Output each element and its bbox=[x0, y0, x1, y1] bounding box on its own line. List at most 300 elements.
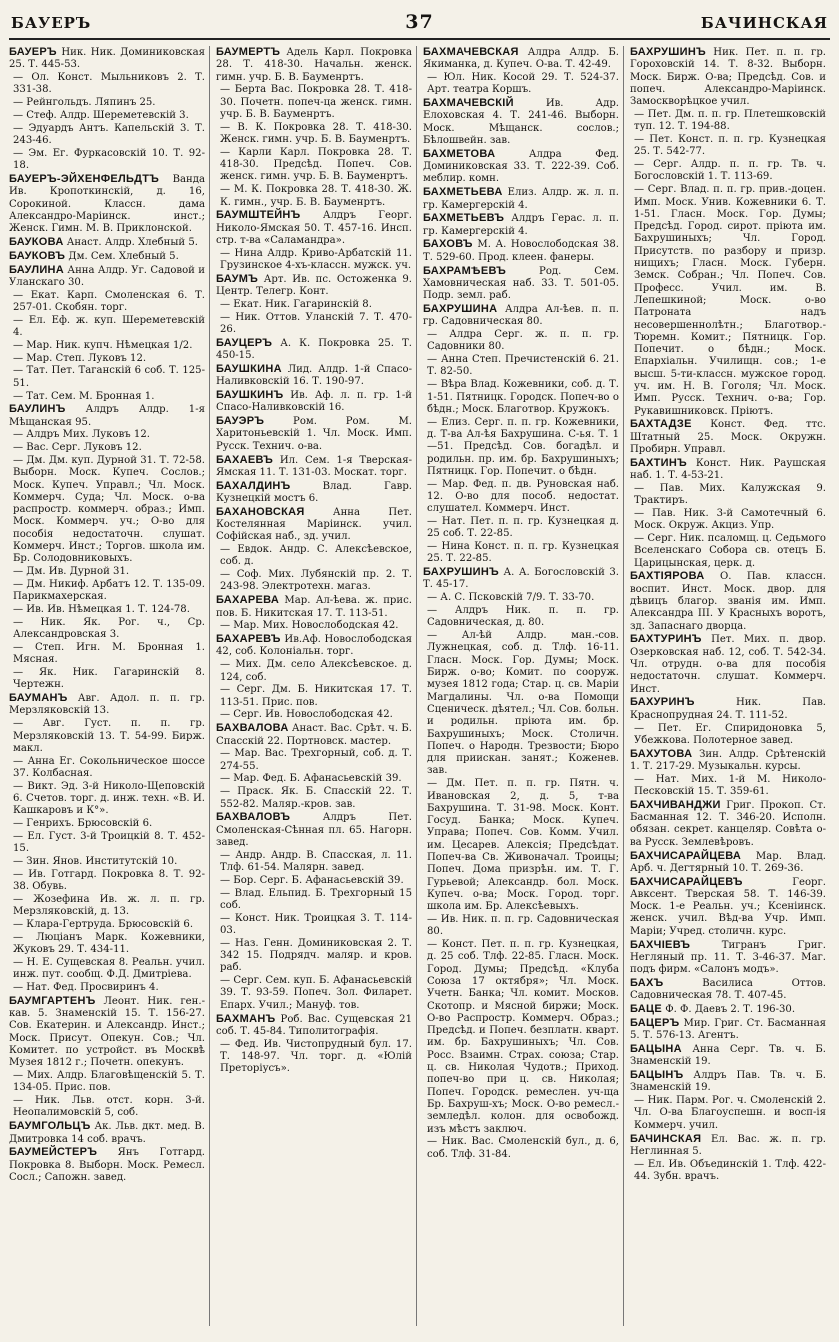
entry-text: — Влад. Ельпид. Б. Трехгорный 15 соб. bbox=[220, 887, 412, 911]
entry-surname: БАУЛИНА bbox=[9, 263, 65, 276]
entry-surname: БАХРУШИНЪ bbox=[630, 46, 706, 58]
entry-text: — Алдра Серг. ж. п. п. гр. Садовники 80. bbox=[427, 329, 619, 353]
entry-text: — Нина Конст. п. п. гр. Кузнецкая 25. Т. 22-85. bbox=[427, 541, 619, 565]
entry-surname: БАУЭРЪ bbox=[216, 415, 265, 428]
entry-surname: БАУШКИНА bbox=[216, 362, 282, 375]
directory-entry bbox=[423, 265, 619, 303]
header-last-entry: БАЧИНСКАЯ bbox=[700, 14, 828, 32]
directory-entry bbox=[216, 544, 412, 569]
entry-text: — Ник. Льв. отст. корн. 3-й. Неопалимовскій 5, соб. bbox=[13, 1095, 205, 1119]
entry-text: — В. К. Покровка 28. Т. 418-30. Женск. гимн. учр. Б. В. Бауменртъ. bbox=[220, 121, 412, 146]
directory-entry bbox=[630, 1159, 826, 1184]
entry-text: Алдра Алдр. Б. Якиманка, д. Купеч. О-ва. Т. 42-49. bbox=[423, 47, 619, 71]
entry-text: Тигранъ Григ. Негляный пр. 11. Т. 3-46-37. Маг. подъ фирм. «Салонъ модъ». bbox=[630, 939, 826, 976]
directory-entry bbox=[423, 778, 619, 913]
directory-entry bbox=[423, 592, 619, 604]
entry-text: Алдръ Пет. Смоленская-Сѣнная пл. 65. Нагорн. завед. bbox=[216, 812, 412, 848]
entry-surname: БАУКОВА bbox=[9, 235, 64, 248]
entry-text: Ел. Вас. ж. п. гр. Неглинная 5. bbox=[630, 1133, 826, 1157]
entry-text: Ник. Пав. Краснопрудная 24. Т. 111-52. bbox=[630, 697, 826, 721]
directory-entry bbox=[216, 337, 412, 363]
directory-entry bbox=[216, 84, 412, 121]
entry-surname: БАХЧИСАРАЙЦЕВЪ bbox=[630, 875, 743, 888]
entry-text: — Авг. Густ. п. п. гр. Мерзляковскій 13. Т. 54-99. Бирж. макл. bbox=[13, 718, 205, 754]
entry-text: М. А. Новослободская 38. Т. 529-60. Прод. клеен. фанеры. bbox=[423, 239, 619, 263]
directory-entry bbox=[630, 876, 826, 938]
entry-text: — Степ. Игн. М. Бронная 1. Мясная. bbox=[13, 641, 205, 666]
directory-entry bbox=[9, 429, 205, 441]
directory-entry bbox=[423, 329, 619, 354]
entry-text: — Ив. Ник. п. п. гр. Садовническая 80. bbox=[427, 913, 619, 938]
entry-surname: БАЦЕ bbox=[630, 1003, 663, 1016]
entry-text: Алдра Ал-ѣев. п. п. гр. Садовническая 80. bbox=[423, 303, 619, 328]
directory-entry bbox=[9, 756, 205, 781]
entry-text: — Клара-Гертруда. Брюсовскій 6. bbox=[13, 918, 194, 930]
entry-surname: БАХЧІЕВЪ bbox=[630, 938, 691, 951]
directory-entry bbox=[216, 312, 412, 337]
directory-entry bbox=[9, 831, 205, 856]
directory-entry bbox=[423, 914, 619, 939]
directory-entry bbox=[9, 856, 205, 868]
entry-surname: БАХМЕТЬЕВА bbox=[423, 186, 503, 199]
directory-entry bbox=[630, 696, 826, 722]
directory-entry bbox=[9, 667, 205, 692]
entry-surname: БАУШКИНЪ bbox=[216, 389, 284, 402]
entry-surname: БАХРАМѢЕВЪ bbox=[423, 264, 507, 277]
entry-text: Род. Сем. Хамовническая наб. 33. Т. 501-05. Подр. земл. раб. bbox=[423, 265, 619, 302]
entry-text: Адель Карл. Покровка 28. Т. 418-30. Начальн. женск. гимн. учр. Б. В. Бауменртъ. bbox=[216, 47, 412, 83]
directory-entry bbox=[630, 533, 826, 570]
directory-entry bbox=[9, 173, 205, 235]
entry-text: — Юл. Ник. Косой 29. Т. 524-37. Арт. театра Коршъ. bbox=[427, 72, 619, 96]
entry-text: — Жозефина Ив. ж. л. п. гр. Мерзляковскій, д. 13. bbox=[13, 893, 205, 918]
entry-surname: БАХАРЕВА bbox=[216, 594, 280, 607]
directory-entry bbox=[9, 97, 205, 109]
entry-text: — Ив. Ив. Нѣмецкая 1. Т. 124-78. bbox=[13, 604, 190, 616]
entry-surname: БАУКОВЪ bbox=[9, 249, 66, 262]
entry-text: — Мар. Фед. Б. Афанасьевскій 39. bbox=[220, 773, 402, 785]
directory-entry bbox=[9, 604, 205, 616]
directory-entry bbox=[423, 566, 619, 592]
entry-text: — Серг. Ник. псаломщ. ц. Седьмого Вселенскаго Собора св. отецъ Б. Царицынская, церк. д. bbox=[634, 533, 826, 569]
directory-entry bbox=[423, 354, 619, 379]
entry-surname: БАХТАДЗЕ bbox=[630, 418, 692, 431]
entry-surname: БАУМЪ bbox=[216, 272, 259, 285]
directory-entry bbox=[9, 264, 205, 290]
directory-entry bbox=[216, 299, 412, 311]
entry-text: — Тат. Сем. М. Бронная 1. bbox=[13, 390, 155, 402]
entry-surname: БАХУРИНЪ bbox=[630, 696, 695, 709]
entry-text: — Пет. Конст. п. п. гр. Кузнецкая 25. Т. 542-77. bbox=[634, 134, 826, 158]
entry-text: Анна Серг. Тв. ч. Б. Знаменскій 19. bbox=[630, 1043, 826, 1068]
entry-text: — Дм. Ив. Дурной 31. bbox=[13, 566, 130, 578]
entry-surname: БАХЧИСАРАЙЦЕВА bbox=[630, 849, 742, 862]
entry-text: — Як. Ник. Гагаринскій 8. Чертежн. bbox=[13, 667, 205, 691]
directory-entry bbox=[630, 159, 826, 184]
column-4 bbox=[630, 46, 830, 1326]
directory-entry bbox=[630, 939, 826, 977]
directory-entry bbox=[9, 1120, 205, 1146]
entry-text: Влад. Гавр. Кузнецкій мостъ 6. bbox=[216, 480, 412, 504]
entry-surname: БАХМАНЪ bbox=[216, 1012, 276, 1025]
entry-text: — Эм. Ег. Фуркасовскій 10. Т. 92-18. bbox=[13, 147, 205, 172]
entry-text: — Зин. Янов. Институтскій 10. bbox=[13, 856, 178, 867]
directory-entry bbox=[9, 455, 205, 566]
directory-entry bbox=[9, 353, 205, 365]
entry-surname: БАХАЛДИНЪ bbox=[216, 479, 291, 492]
directory-entry bbox=[9, 72, 205, 97]
directory-entry bbox=[9, 315, 205, 340]
entry-text: — Ел. Ив. Объединскій 1. Тлф. 422-44. Зубн. врачъ. bbox=[634, 1158, 826, 1182]
directory-entry bbox=[423, 516, 619, 541]
entry-text: Ник. Ник. Доминиковская 25. Т. 445-53. bbox=[9, 47, 205, 71]
directory-entry bbox=[216, 594, 412, 620]
entry-text: — Вас. Серг. Луковъ 12. bbox=[13, 442, 142, 454]
entry-text: — Ал-ѣй Алдр. ман.-сов. Лужнецкая, соб. д. Тлф. 16-11. Гласн. Моск. Гор. Думы; Моск. Бирж. о-во; Комит. по сооруж. музея 1812 года; Стар. ц. св. Маріи Магдалины. Чл. о-ва Помощи Сценическ. дѣятел.; Чл. Сов. больн. и родильн. пріюта им. бр. Бахрушиныхъ; Моск. Столичн. Попеч. о Народн. Трезвости; Бюро для приискан. занят.; Коженев. зав. bbox=[427, 630, 619, 777]
entry-text: — Алдръ Мих. Луковъ 12. bbox=[13, 429, 150, 441]
entry-text: — Мих. Дм. село Алексѣевское. д. 124, соб. bbox=[220, 659, 412, 683]
entry-text: — Ник. Оттов. Уланскій 7. Т. 470-26. bbox=[220, 311, 412, 336]
entry-surname: БАХМАЧЕВСКІЙ bbox=[423, 97, 514, 110]
entry-text: — Дм. Пет. п. п. гр. Пятн. ч. Ивановская 2, д. 5, т-ва Бахрушина. Т. 31-98. Моск. Конт. Госуд. Банка; Моск. Купеч. Управа; Попеч. Сов. Комм. Учил. им. Цесарев. Алексія; Предсѣдат. Попеч-ва Св. Живоначал. Троицы; Попеч. Дома призрѣн. им. Т. Г. Гурьевой; Александр. бол. Моск. Купеч. о-ва; Моск. Город. торг. школа им. Бр. Алексѣевыхъ. bbox=[427, 778, 619, 913]
entry-surname: БАХАНОВСКАЯ bbox=[216, 505, 305, 518]
entry-text: — Эдуардъ Антъ. Капельскій 3. Т. 243-46. bbox=[13, 122, 205, 147]
entry-text: — Нат. Мих. 1-й М. Николо-Песковскій 15. Т. 359-61. bbox=[634, 773, 826, 798]
entry-text: — Вѣра Влад. Кожевники, соб. д. Т. 1-51. Пятницк. Городск. Попеч-во о бѣдн.; Моск. Благотвор. Кружокъ. bbox=[427, 379, 619, 415]
entry-surname: БАХЧИВАНДЖИ bbox=[630, 798, 721, 811]
directory-entry bbox=[9, 617, 205, 642]
directory-entry bbox=[630, 570, 826, 632]
directory-entry bbox=[216, 773, 412, 785]
column-2 bbox=[216, 46, 417, 1326]
entry-text: — Праск. Як. Б. Спасскій 22. Т. 552-82. Маляр.-кров. зав. bbox=[220, 786, 412, 810]
directory-entry bbox=[423, 939, 619, 1136]
directory-entry bbox=[423, 1136, 619, 1161]
directory-entry bbox=[9, 718, 205, 755]
entry-text: — Мар. Степ. Луковъ 12. bbox=[13, 352, 147, 364]
entry-text: Анаст. Алдр. Хлебный 5. bbox=[63, 236, 198, 248]
entry-text: — Екат. Карп. Смоленская 6. Т. 257-01. Скобян. торг. bbox=[13, 289, 205, 313]
entry-text: — Ол. Конст. Мыльниковъ 2. Т. 331-38. bbox=[13, 72, 205, 96]
directory-entry bbox=[9, 692, 205, 718]
entry-text: Алдра Фед. Доминиковская 33. Т. 222-39. Соб. меблир. комн. bbox=[423, 148, 619, 185]
entry-text: — Дм. Никиф. Арбатъ 12. Т. 135-09. Парикмахерская. bbox=[13, 578, 205, 603]
directory-entry bbox=[630, 483, 826, 508]
entry-surname: БАУМЕЙСТЕРЪ bbox=[9, 1146, 98, 1159]
directory-entry bbox=[630, 1017, 826, 1043]
entry-text: — Серг. Влад. п. п. гр. прив.-доцен. Имп. Моск. Унив. Кожевники 6. Т. 1-51. Гласн. Моск. Гор. Думы; Предсѣд. Город. сирот. пріюта им. Бахрушиныхъ; Чл. Город. Присутств. по разбору и призр. нищихъ; Гласн. Моск. Губерн. Земск. Собран.; Чл. Попеч. Сов. Професс. Учил. им. В. Лепешкиной; Моск. о-во Патроната надъ несовершеннолѣтн.; Благотвор.-Тюремн. Комит.; Пятницк. Гор. Попечит. о бѣдн.; Моск. Епархіальн. Училищн. сов.; 1-е высш. 5-ти-классн. мужское город. уч. им. Н. В. Гоголя; Чл. Моск. Имп. Русск. Технич. о-ва; Гор. Рукавишниковск. Пріютъ. bbox=[634, 184, 826, 417]
entry-surname: БАХРУШИНА bbox=[423, 302, 498, 315]
entry-text: Георг. Авксент. Тверская 58. Т. 146-39. Моск. 1-е Реальн. уч.; Ксеніинск. женск. учил. Вѣд-ва Учр. Имп. Маріи; Учред. столичн. курс. bbox=[630, 876, 826, 937]
entry-text: — Конст. Ник. Троицкая 3. Т. 114-03. bbox=[220, 912, 412, 936]
entry-text: Ив. Аф. л. п. гр. 1-й Спасо-Наливковскій 16. bbox=[216, 390, 412, 414]
directory-entry bbox=[216, 363, 412, 389]
entry-surname: БАХАЕВЪ bbox=[216, 453, 274, 466]
directory-entry bbox=[216, 975, 412, 1012]
directory-entry bbox=[9, 781, 205, 818]
entry-text: — Стеф. Алдр. Шереметевскій 3. bbox=[13, 109, 189, 121]
entry-surname: БАЦЕРЪ bbox=[630, 1016, 680, 1029]
directory-entry bbox=[9, 365, 205, 390]
directory-entry bbox=[423, 238, 619, 264]
directory-entry bbox=[423, 541, 619, 566]
directory-entry bbox=[630, 1043, 826, 1069]
entry-text: — Мих. Алдр. Благовѣщенскій 5. Т. 134-05. Прис. пов. bbox=[13, 1070, 205, 1094]
entry-text: Анаст. Вас. Срѣт. ч. Б. Спасскій 22. Портновск. мастер. bbox=[216, 723, 412, 747]
entry-text: Ив. Адр. Елоховская 4. Т. 241-46. Выборн. Моск. Мѣщанск. сослов.; Бѣлошвейн. зав. bbox=[423, 98, 619, 147]
entry-text: А. К. Покровка 25. Т. 450-15. bbox=[216, 337, 412, 362]
entry-text: — Серг. Алдр. п. п. гр. Тв. ч. Богословскій 1. Т. 113-69. bbox=[634, 159, 826, 183]
entry-text: — Евдок. Андр. С. Алексѣевское, соб. д. bbox=[220, 544, 412, 568]
entry-text: — Конст. Пет. п. п. гр. Кузнецкая, д. 25 соб. Тлф. 22-85. Гласн. Моск. Город. Думы; Предсѣд. «Клуба Союза 17 октября»; Чл. Моск. Учетн. Банка; Чл. комит. Москов. Скотопр. и Мясной биржи; Моск. О-во Распростр. Коммерч. Образ.; Предсѣд. и Попеч. безплатн. кварт. им. бр. Бахрушиныхъ; Чл. Сов. Росс. Взаимн. Страх. союза; Стар. ц. св. Николая Чудотв.; Приход. попеч-во при ц. св. Николая; Попеч. Городск. ремеслен. уч-ща Бр. Бахруш-хъ; Моск. О-во ремесл.-земледѣл. колон. для освобожд. изъ мѣстъ заключ. bbox=[427, 939, 619, 1135]
directory-entry bbox=[9, 442, 205, 454]
directory-entry bbox=[630, 799, 826, 849]
entry-surname: БАУМГОЛЬЦЪ bbox=[9, 1120, 91, 1133]
entry-surname: БАУЕРЪ-ЭЙХЕНФЕЛЬДТЪ bbox=[9, 172, 160, 185]
entry-text: — Мар. Вас. Трехгорный, соб. д. Т. 274-55. bbox=[220, 748, 412, 772]
entry-surname: БАХЪ bbox=[630, 976, 664, 989]
directory-entry bbox=[216, 273, 412, 299]
directory-entry bbox=[423, 379, 619, 416]
entry-text: — Серг. Сем. куп. Б. Афанасьевскій 39. Т. 93-59. Попеч. Зол. Филарет. Епарх. Учил.; Мануф. тов. bbox=[220, 975, 412, 1011]
entry-surname: БАХМАЧЕВСКАЯ bbox=[423, 46, 519, 58]
directory-entry bbox=[423, 148, 619, 186]
directory-entry bbox=[423, 479, 619, 516]
entry-text: — Екат. Ник. Гагаринскій 8. bbox=[220, 298, 372, 310]
entry-surname: БАУЛИНЪ bbox=[9, 403, 66, 416]
entry-surname: БАХАРЕВЪ bbox=[216, 633, 281, 646]
directory-entry bbox=[216, 46, 412, 84]
entry-text: Ванда Ив. Кропоткинскій, д. 16, Сорокиной. Классн. дама Александро-Маріинск. инст.; Женск. Гимн. М. В. Приклонской. bbox=[9, 173, 205, 235]
entry-text: — Пет. Ег. Спиридоновка 5, Убежкова. Полотерное завед. bbox=[634, 722, 826, 746]
directory-entry bbox=[216, 389, 412, 415]
entry-text: Конст. Ник. Раушская наб. 1. Т. 4-53-21. bbox=[630, 457, 826, 482]
entry-surname: БАУМШТЕЙНЪ bbox=[216, 209, 301, 222]
directory-entry bbox=[630, 977, 826, 1003]
directory-entry bbox=[630, 418, 826, 456]
directory-entry bbox=[630, 184, 826, 418]
directory-entry bbox=[630, 457, 826, 483]
entry-text: — Рейнгольдъ. Ляпинъ 25. bbox=[13, 97, 156, 109]
entry-text: Зин. Алдр. Срѣтенскій 1. Т. 217-29. Музыкальн. курсы. bbox=[630, 748, 826, 772]
directory-entry bbox=[216, 913, 412, 938]
directory-entry bbox=[9, 642, 205, 667]
directory-entry bbox=[9, 566, 205, 578]
entry-text: Роб. Вас. Сущевская 21 соб. Т. 45-84. Типолитографія. bbox=[216, 1013, 412, 1037]
directory-entry bbox=[630, 1069, 826, 1095]
entry-surname: БАХТУРИНЪ bbox=[630, 633, 702, 646]
entry-text: Ак. Льв. дкт. мед. В. Дмитровка 14 соб. врачъ. bbox=[9, 1121, 205, 1145]
entry-text: — Анна Ег. Сокольническое шоссе 37. Колбасная. bbox=[13, 755, 205, 779]
directory-entry bbox=[630, 508, 826, 533]
entry-text: Дм. Сем. Хлебный 5. bbox=[65, 250, 179, 262]
entry-text: Леонт. Ник. ген.-кав. 5. Знаменскій 15. Т. 156-27. Сов. Екатерин. и Александр. Инст.; Моск. Присут. Опекун. Сов.; Чл. Комитет. по устройст. въ Москвѣ Музея 1812 г.; Почетн. опекунъ. bbox=[9, 995, 205, 1069]
entry-text: — Пет. Дм. п. п. гр. Плетешковскій туп. 12. Т. 194-88. bbox=[634, 108, 826, 133]
directory-entry bbox=[9, 932, 205, 957]
entry-surname: БАХОВЪ bbox=[423, 238, 473, 251]
entry-text: Ник. Пет. п. п. гр. Гороховскій 14. Т. 8-32. Выборн. Моск. Бирж. О-ва; Предсѣд. Сов. и попеч. Александро-Маріинск. Замоскворѣцкое учил. bbox=[630, 47, 826, 108]
entry-surname: БАХТІЯРОВА bbox=[630, 570, 705, 583]
directory-entry bbox=[630, 46, 826, 108]
directory-entry bbox=[9, 869, 205, 894]
directory-entry bbox=[630, 1133, 826, 1159]
entry-text: — Ив. Готгард. Покровка 8. Т. 92-38. Обувь. bbox=[13, 868, 205, 893]
entry-text: — Наз. Генн. Доминиковская 2. Т. 342 15. Подрядч. маляр. и кров. раб. bbox=[220, 937, 412, 974]
directory-entry bbox=[423, 72, 619, 97]
entry-text: Григ. Прокоп. Ст. Басманная 12. Т. 346-20. Исполн. обязан. секрет. канцеляр. Совѣта о-ва Русск. Землевѣровъ. bbox=[630, 799, 826, 848]
entry-text: Лид. Алдр. 1-й Спасо-Наливковскій 16. Т. 190-97. bbox=[216, 363, 412, 388]
directory-entry bbox=[9, 340, 205, 352]
directory-entry bbox=[216, 620, 412, 632]
entry-text: — Алдръ Ник. п. п. гр. Садовническая, д. 80. bbox=[427, 605, 619, 629]
directory-entry bbox=[216, 722, 412, 748]
entry-text: А. А. Богословскій 3. Т. 45-17. bbox=[423, 567, 619, 591]
entry-text: — Нат. Пет. п. п. гр. Кузнецкая д. 25 соб. Т. 22-85. bbox=[427, 515, 619, 540]
entry-surname: БАХВАЛОВЪ bbox=[216, 811, 291, 824]
directory-entry bbox=[630, 850, 826, 876]
entry-text: — Берта Вас. Покровка 28. Т. 418-30. Почетн. попеч-ца женск. гимн. учр. Б. В. Бауменртъ. bbox=[220, 84, 412, 120]
directory-entry bbox=[216, 248, 412, 273]
directory-entry bbox=[630, 748, 826, 774]
directory-entry bbox=[216, 786, 412, 811]
entry-text: Василиса Оттов. Садовническая 78. Т. 407-45. bbox=[630, 977, 826, 1002]
entry-text: Мар. Влад. Арб. ч. Дегтярный 10. Т. 269-36. bbox=[630, 850, 826, 874]
directory-entry bbox=[216, 811, 412, 849]
entry-text: — Дм. Дм. куп. Дурной 31. Т. 72-58. Выборн. Моск. Купеч. Сослов.; Моск. Купеч. Управл.; Чл. Моск. Коммерч. Суда; Чл. Моск. о-ва распростр. коммерч. образ.; Имп. Моск. Коммерч. уч.; О-во для пособія недостаточн. слушат. Коммерч. Инст.; Торгов. школа им. Бр. Солодовниковыхъ. bbox=[13, 455, 205, 565]
entry-text: — А. С. Псковскій 7/9. Т. 33-70. bbox=[427, 592, 595, 604]
entry-text: Алдръ Пав. Тв. ч. Б. Знаменскій 19. bbox=[630, 1070, 826, 1094]
entry-text: Конст. Фед. ттс. Штатный 25. Моск. Окружн. Пробирн. Управл. bbox=[630, 419, 826, 455]
entry-text: — Люціанъ Марк. Кожевники, Жуковъ 29. Т. 434-11. bbox=[13, 931, 205, 956]
entry-text: — Ник. Як. Рог. ч., Ср. Александровская 3. bbox=[13, 616, 205, 641]
directory-entry bbox=[423, 212, 619, 238]
entry-text: — Серг. Ив. Новослободская 42. bbox=[220, 709, 393, 721]
entry-text: — Ел. Еф. ж. куп. Шереметевскій 4. bbox=[13, 314, 205, 339]
entry-text: — Пав. Мих. Калужская 9. Трактиръ. bbox=[634, 482, 826, 507]
entry-text: Янъ Готгард. Покровка 8. Выборн. Моск. Ремесл. Сосл.; Сапожн. завед. bbox=[9, 1147, 205, 1183]
directory-entry bbox=[423, 303, 619, 329]
entry-text: Анна Пет. Костелянная Маріинск. учил. Софійская наб., зд. учил. bbox=[216, 506, 412, 543]
directory-entry bbox=[630, 774, 826, 799]
directory-entry bbox=[9, 1095, 205, 1120]
page-header bbox=[9, 8, 830, 40]
entry-text: — Нина Алдр. Криво-Арбатскій 11. Грузинское 4-хъ-классн. мужск. уч. bbox=[220, 247, 412, 272]
directory-entry bbox=[216, 506, 412, 544]
directory-entry bbox=[9, 957, 205, 982]
directory-entry bbox=[423, 417, 619, 478]
entry-text: — Андр. Андр. В. Спасская, л. 11. Тлф. 61-54. Малярн. завед. bbox=[220, 849, 412, 873]
directory-entry bbox=[216, 454, 412, 480]
directory-entry bbox=[630, 633, 826, 695]
entry-text: Арт. Ив. пс. Остоженка 9. Центр. Телегр. Конт. bbox=[216, 273, 412, 298]
directory-entry bbox=[9, 995, 205, 1070]
directory-entry bbox=[9, 818, 205, 830]
entry-text: Алдръ Георг. Николо-Ямская 50. Т. 457-16. Инсп. стр. т-ва «Саламандра». bbox=[216, 210, 412, 246]
directory-entry bbox=[9, 46, 205, 72]
directory-entry bbox=[9, 919, 205, 931]
directory-entry bbox=[9, 894, 205, 919]
entry-text: — Мар. Мих. Новослободская 42. bbox=[220, 620, 399, 632]
entry-surname: БАЧИНСКАЯ bbox=[630, 1132, 702, 1145]
entry-text: Алдръ Алдр. 1-я Мѣщанская 95. bbox=[9, 404, 205, 428]
entry-text: — М. К. Покровка 28. Т. 418-30. Ж. К. гимн., учр. Б. В. Бауменртъ. bbox=[220, 184, 412, 208]
entry-surname: БАУЕРЪ bbox=[9, 46, 57, 58]
entry-text: — Бор. Серг. Б. Афанасьевскій 39. bbox=[220, 874, 404, 886]
directory-entry bbox=[216, 569, 412, 594]
directory-entry bbox=[216, 748, 412, 773]
directory-entry bbox=[630, 1003, 826, 1016]
entry-text: Мир. Григ. Ст. Басманная 5. Т. 576-13. Агентъ. bbox=[630, 1017, 826, 1042]
directory-entry bbox=[216, 659, 412, 684]
entry-text: — Ел. Густ. 3-й Троицкій 8. Т. 452-15. bbox=[13, 830, 205, 855]
entry-text: Мар. Ал-ѣева. ж. прис. пов. Б. Никитская 17. Т. 113-51. bbox=[216, 595, 412, 619]
directory-entry bbox=[630, 109, 826, 134]
directory-entry bbox=[9, 236, 205, 249]
directory-entry bbox=[216, 122, 412, 147]
directory-entry bbox=[216, 184, 412, 209]
directory-entry bbox=[9, 250, 205, 263]
columns bbox=[9, 46, 830, 1326]
directory-entry bbox=[423, 605, 619, 630]
page-number: 37 bbox=[405, 11, 434, 33]
entry-text: О. Пав. классн. воспит. Инст. Моск. двор. для дѣвицъ благор. званія им. Имп. Александра III. У Красныхъ воротъ, зд. Запаснаго дворца. bbox=[630, 571, 826, 632]
directory-entry bbox=[9, 1146, 205, 1184]
entry-text: Ром. Ром. М. Харитоньевскій 1. Чл. Моск. Имп. Русск. Технич. о-ва. bbox=[216, 416, 412, 452]
directory-entry bbox=[216, 147, 412, 184]
entry-surname: БАУМЕРТЪ bbox=[216, 46, 281, 58]
directory-entry bbox=[9, 110, 205, 122]
directory-entry bbox=[9, 579, 205, 604]
entry-surname: БАХВАЛОВА bbox=[216, 722, 289, 735]
directory-entry bbox=[216, 875, 412, 887]
directory-entry bbox=[630, 723, 826, 748]
directory-entry bbox=[423, 630, 619, 778]
entry-text: Ил. Сем. 1-я Тверская-Ямская 11. Т. 131-03. Москат. торг. bbox=[216, 454, 412, 478]
column-3 bbox=[423, 46, 624, 1326]
entry-surname: БАЦЫНЪ bbox=[630, 1069, 684, 1082]
directory-entry bbox=[216, 888, 412, 913]
directory-entry bbox=[423, 97, 619, 147]
directory-entry bbox=[216, 1013, 412, 1039]
directory-entry bbox=[9, 982, 205, 994]
entry-text: — Генрихъ. Брюсовскій 6. bbox=[13, 818, 153, 830]
directory-entry bbox=[216, 938, 412, 975]
directory-entry bbox=[9, 391, 205, 403]
entry-text: — Ник. Вас. Смоленскій бул., д. 6, соб. Тлф. 31-84. bbox=[427, 1136, 619, 1160]
entry-text: Ф. Ф. Даевъ 2. Т. 196-30. bbox=[662, 1004, 796, 1016]
directory-entry bbox=[9, 290, 205, 315]
entry-text: Авг. Адол. п. п. гр. Мерзляковскій 13. bbox=[9, 693, 205, 717]
entry-text: — Ник. Парм. Рог. ч. Смоленскій 2. Чл. О-ва Благоуспешн. и восп-ія Коммерч. учил. bbox=[634, 1095, 826, 1131]
directory-entry bbox=[630, 134, 826, 159]
directory-entry bbox=[630, 1095, 826, 1132]
entry-surname: БАУЦЕРЪ bbox=[216, 336, 273, 349]
directory-entry bbox=[9, 123, 205, 148]
directory-entry bbox=[216, 1039, 412, 1076]
entry-surname: БАХРУШИНЪ bbox=[423, 566, 499, 579]
entry-text: Анна Алдр. Уг. Садовой и Уланскаго 30. bbox=[9, 264, 205, 288]
entry-text: — Фед. Ив. Чистопрудный бул. 17. Т. 148-97. Чл. торг. д. «Юлій Преторіусъ». bbox=[220, 1038, 412, 1075]
directory-entry bbox=[216, 415, 412, 453]
directory-entry bbox=[9, 403, 205, 429]
column-1 bbox=[9, 46, 210, 1326]
entry-surname: БАХМЕТЬЕВЪ bbox=[423, 212, 505, 225]
entry-text: — Мар. Ник. купч. Нѣмецкая 1/2. bbox=[13, 339, 193, 351]
entry-text: — Соф. Мих. Лубянскій пр. 2. Т. 243-98. Электротехн. магаз. bbox=[220, 569, 412, 593]
entry-text: Ив.Аф. Новослободская 42, соб. Колоніальн. торг. bbox=[216, 634, 412, 658]
entry-text: Пет. Мих. п. двор. Озерковская наб. 12, соб. Т. 542-34. Чл. отрудн. о-ва для пособія недостаточн. слушат. Коммерч. Инст. bbox=[630, 634, 826, 695]
entry-text: — Н. Е. Сущевская 8. Реальн. учил. инж. пут. сообщ. Ф.Д. Дмитріева. bbox=[13, 956, 205, 981]
